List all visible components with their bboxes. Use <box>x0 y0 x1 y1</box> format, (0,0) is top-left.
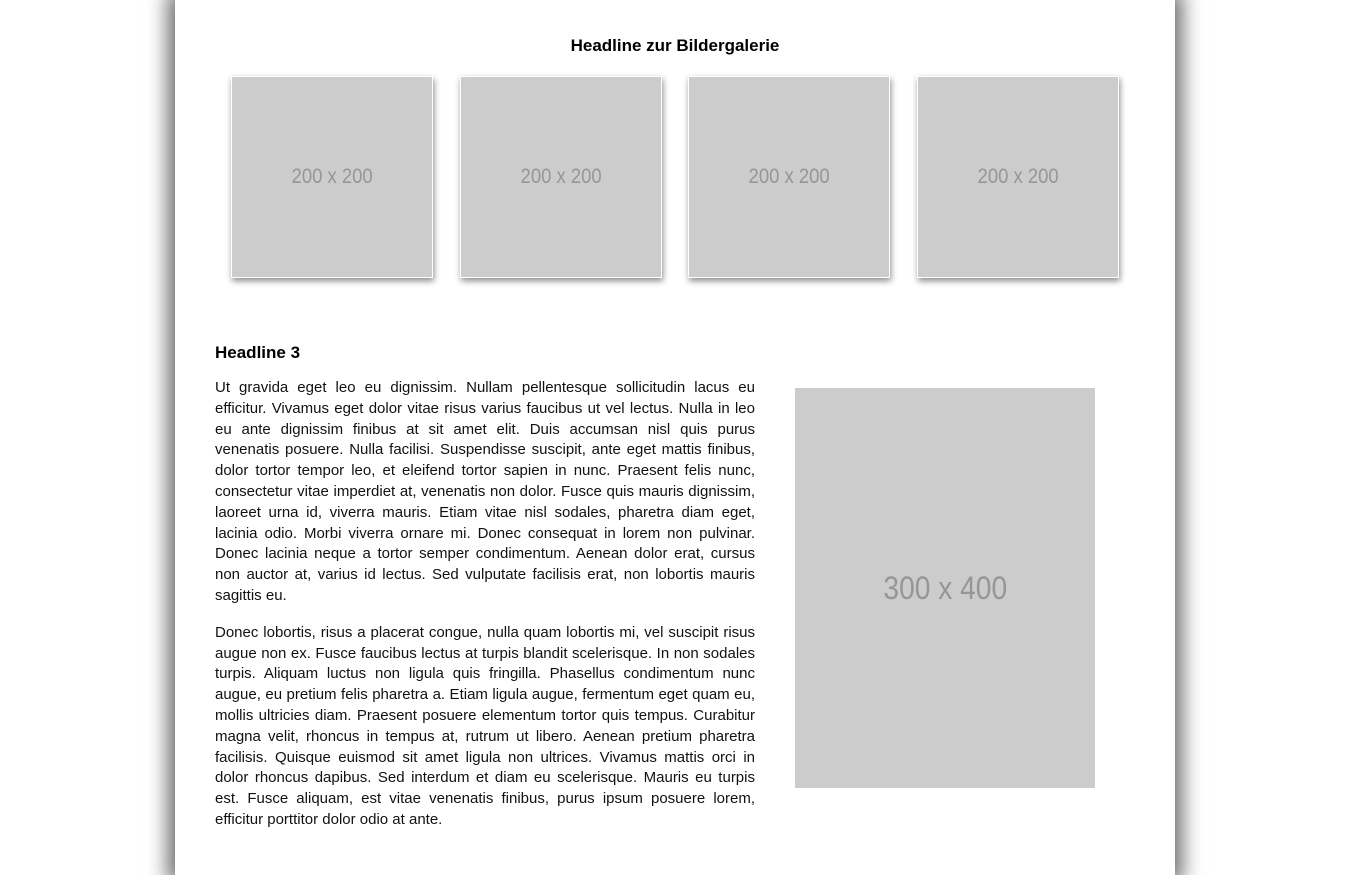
image-placeholder-label: 200 x 200 <box>977 165 1059 188</box>
gallery-image-1[interactable] <box>231 76 433 278</box>
article-paragraph-1: Ut gravida eget leo eu dignissim. Nullam pellentesque sollicitudin lacus eu efficitur. Vivamus eget dolor vitae risus varius faucibus ut vel lectus. Nulla in leo eu ante dignissim finibus at sit amet elit. Duis accumsan nisl quis purus venenatis posuere. Nulla facilisi. Suspendisse suscipit, ante eget mattis finibus, dolor tortor tempor leo, et eleifend tortor sapien in nunc. Praesent felis nunc, consectetur vitae imperdiet at, venenatis non dolor. Fusce quis mauris dignissim, laoreet urna id, viverra mauris. Etiam vitae nisl sodales, pharetra diam eget, lacinia odio. Morbi viverra ornare mi. Donec consequat in lorem non pulvinar. Donec lacinia neque a tortor semper condimentum. Aenean dolor erat, cursus non auctor at, varius id lectus. Sed vulputate facilisis erat, non lobortis mauris sagittis eu. <box>215 379 755 604</box>
gallery-headline: Headline zur Bildergalerie <box>570 36 780 55</box>
image-placeholder-label: 300 x 400 <box>883 569 1007 606</box>
gallery-image-4[interactable] <box>917 76 1119 278</box>
gallery-image-2[interactable] <box>460 76 662 278</box>
image-placeholder-label: 200 x 200 <box>748 165 830 188</box>
article-body <box>215 378 755 847</box>
article-image <box>795 388 1095 788</box>
article-paragraph-2: Donec lobortis, risus a placerat congue, nulla quam lobortis mi, vel suscipit risus augue non ex. Fusce faucibus lectus at turpis blandit scelerisque. In non sodales turpis. Aliquam luctus non ligula quis fringilla. Phasellus condimentum nunc augue, eu pretium felis pharetra a. Etiam ligula augue, fermentum eget quam eu, mollis ultricies diam. Praesent posuere elementum tortor quis tempus. Curabitur magna velit, rhoncus in tempus at, rutrum ut libero. Aenean pretium pharetra facilisis. Quisque euismod sit amet ligula non ultrices. Vivamus mattis orci in dolor rhoncus dapibus. Sed interdum et diam eu scelerisque. Mauris eu turpis est. Fusce aliquam, est vitae venenatis finibus, purus ipsum posuere lorem, efficitur porttitor dolor odio at ante. <box>215 623 755 828</box>
section-headline: Headline 3 <box>215 343 301 362</box>
image-placeholder-label: 200 x 200 <box>291 165 373 188</box>
gallery-image-3[interactable] <box>688 76 890 278</box>
page-container <box>175 0 1175 875</box>
image-placeholder-label: 200 x 200 <box>520 165 602 188</box>
